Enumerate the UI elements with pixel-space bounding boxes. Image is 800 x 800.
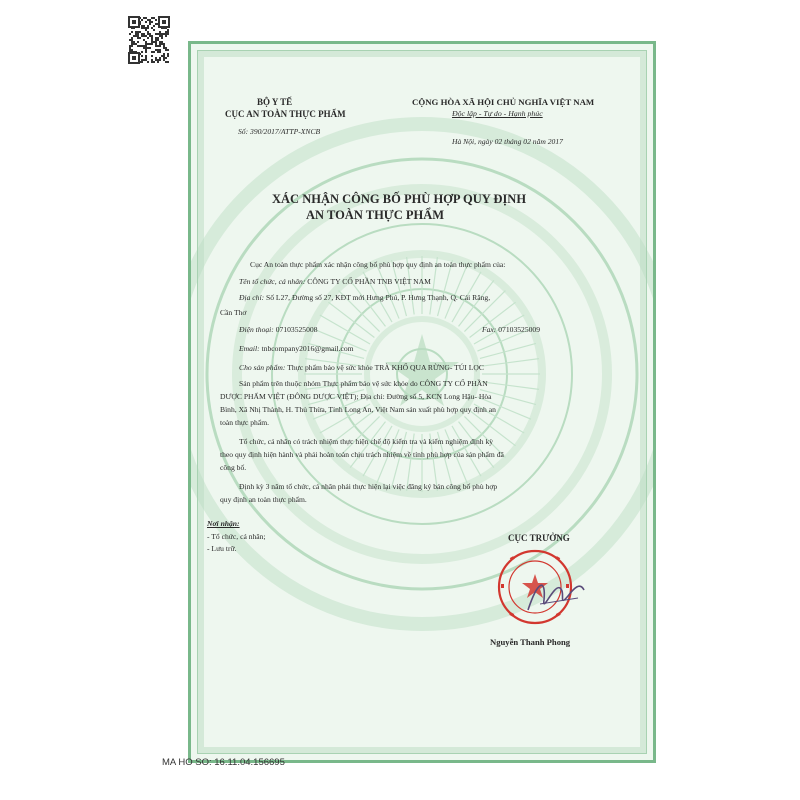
email-row xyxy=(239,345,354,353)
address-row xyxy=(239,294,490,302)
address-continuation: Cần Thơ xyxy=(220,308,247,317)
product-row xyxy=(239,364,484,372)
para1-line2: DƯỢC PHẨM VIỆT (ĐÔNG DƯỢC VIỆT); Địa chỉ: Đường số 5, KCN Long Hậu- Hòa xyxy=(220,392,492,401)
org-row xyxy=(239,278,431,286)
recipient-item: - Tổ chức, cá nhân; xyxy=(207,532,266,541)
document-number: Số: 390/2017/ATTP-XNCB xyxy=(238,127,321,136)
phone-label: Điện thoại: xyxy=(239,325,274,334)
intro-text: Cục An toàn thực phẩm xác nhận công bố phù hợp quy định an toàn thực phẩm của: xyxy=(250,260,506,269)
qr-code-icon xyxy=(127,14,171,66)
product-label: Cho sản phẩm: xyxy=(239,363,286,372)
para1-line1: Sản phẩm trên thuộc nhóm Thực phẩm bảo vệ sức khỏe do CÔNG TY CỔ PHẦN xyxy=(239,379,488,388)
signer-title: CỤC TRƯỞNG xyxy=(508,533,570,543)
recipient-item: - Lưu trữ. xyxy=(207,544,237,553)
document-title-line2: AN TOÀN THỰC PHẨM xyxy=(306,208,445,222)
document-title-line1: XÁC NHẬN CÔNG BỐ PHÙ HỢP QUY ĐỊNH xyxy=(272,192,527,206)
para2-line2: theo quy định hiện hành và phải hoàn toàn chịu trách nhiệm về tính phù hợp của sản phẩm đã xyxy=(220,450,504,459)
para2-line3: công bố. xyxy=(220,463,247,472)
phone-row xyxy=(239,326,317,334)
issue-date: Hà Nội, ngày 02 tháng 02 năm 2017 xyxy=(452,137,563,146)
org-label: Tên tổ chức, cá nhân: xyxy=(239,277,306,286)
record-code: MA HO SO: 16.11.04.156695 xyxy=(162,757,285,768)
para1-line3: Bình, Xã Nhị Thành, H. Thủ Thừa, Tỉnh Long An, Việt Nam sản xuất phù hợp quy định an xyxy=(220,405,496,414)
national-motto: Độc lập - Tự do - Hạnh phúc xyxy=(452,109,543,118)
recipients-label: Nơi nhận: xyxy=(207,519,240,528)
email-value: tnbcompany2016@gmail.com xyxy=(261,344,354,353)
address-label: Địa chỉ: xyxy=(239,293,265,302)
phone-value: 07103525008 xyxy=(275,325,318,334)
ministry-name: BỘ Y TẾ xyxy=(257,97,293,107)
fax-label: Fax: xyxy=(482,325,497,334)
fax-value: 07103525009 xyxy=(498,325,541,334)
product-value: Thực phẩm bảo vệ sức khỏe TRÀ KHỔ QUA RỪNG- TÚI LỌC xyxy=(287,363,484,372)
signature-icon xyxy=(520,570,590,620)
address-value: Số L27, Đường số 27, KĐT mới Hưng Phú, P. Hưng Thạnh, Q. Cái Răng, xyxy=(266,293,491,302)
certificate-document xyxy=(188,41,656,763)
para3-line1: Định kỳ 3 năm tổ chức, cá nhân phải thực hiện lại việc đăng ký bản công bố phù hợp xyxy=(239,482,498,491)
org-value: CÔNG TY CỔ PHẦN TNB VIỆT NAM xyxy=(307,277,431,286)
agency-name: CỤC AN TOÀN THỰC PHẨM xyxy=(225,109,346,119)
signer-name: Nguyễn Thanh Phong xyxy=(490,637,571,647)
email-label: Email: xyxy=(239,344,260,353)
country-name: CỘNG HÒA XÃ HỘI CHỦ NGHĨA VIỆT NAM xyxy=(412,97,595,107)
fax-row xyxy=(482,326,540,334)
para2-line1: Tổ chức, cá nhân có trách nhiệm thực hiện chế độ kiểm tra và kiểm nghiệm định kỳ xyxy=(239,437,494,446)
para1-line4: toàn thực phẩm. xyxy=(220,418,270,427)
para3-line2: quy định an toàn thực phẩm. xyxy=(220,495,307,504)
